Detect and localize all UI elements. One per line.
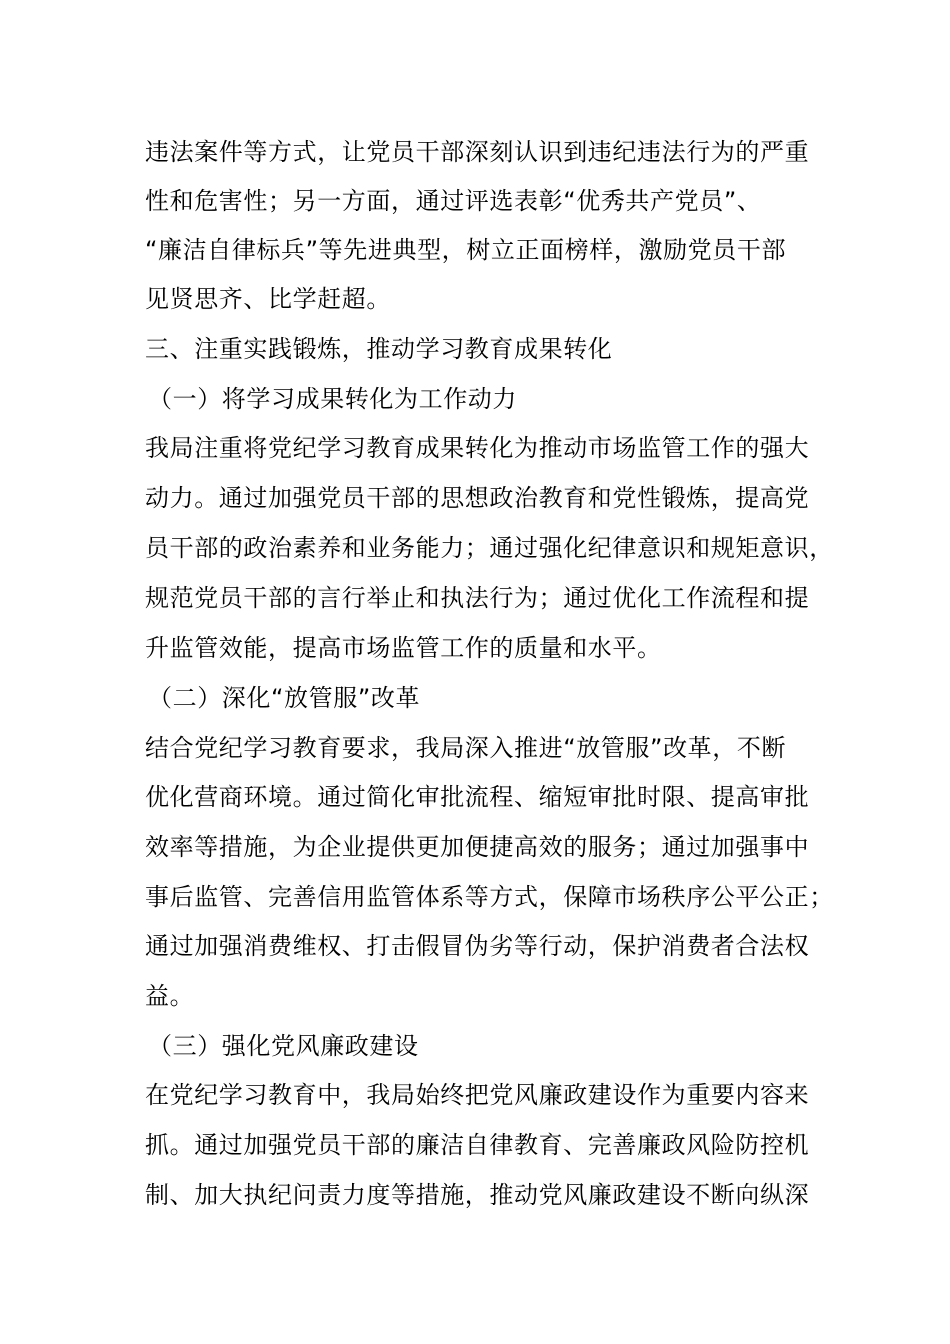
body-text-line: 效率等措施，为企业提供更加便捷高效的服务；通过加强事中 <box>145 833 810 861</box>
body-text-line: 优化营商环境。通过简化审批流程、缩短审批时限、提高审批 <box>145 783 810 811</box>
body-text-line: 制、加大执纪问责力度等措施，推动党风廉政建设不断向纵深 <box>145 1181 810 1209</box>
body-text-line: 性和危害性；另一方面，通过评选表彰“优秀共产党员”、 <box>145 187 762 215</box>
subsection-heading: （三）强化党风廉政建设 <box>148 1032 419 1060</box>
section-heading: 三、注重实践锻炼，推动学习教育成果转化 <box>145 335 613 363</box>
body-text-line: 违法案件等方式，让党员干部深刻认识到违纪违法行为的严重 <box>145 138 810 166</box>
body-text-line: 益。 <box>145 982 195 1010</box>
body-text-line: 我局注重将党纪学习教育成果转化为推动市场监管工作的强大 <box>145 434 810 462</box>
body-text-line: 升监管效能，提高市场监管工作的质量和水平。 <box>145 634 662 662</box>
body-text-line: 员干部的政治素养和业务能力；通过强化纪律意识和规矩意识， <box>145 534 834 562</box>
body-text-line: “廉洁自律标兵”等先进典型，树立正面榜样，激励党员干部 <box>145 236 787 264</box>
body-text-line: 事后监管、完善信用监管体系等方式，保障市场秩序公平公正； <box>145 883 834 911</box>
body-text-line: 结合党纪学习教育要求，我局深入推进“放管服”改革，不断 <box>145 734 787 762</box>
subsection-heading: （一）将学习成果转化为工作动力 <box>148 385 517 413</box>
body-text-line: 通过加强消费维权、打击假冒伪劣等行动，保护消费者合法权 <box>145 932 810 960</box>
body-text-line: 动力。通过加强党员干部的思想政治教育和党性锻炼，提高党 <box>145 484 810 512</box>
body-text-line: 在党纪学习教育中，我局始终把党风廉政建设作为重要内容来 <box>145 1081 810 1109</box>
body-text-line: 见贤思齐、比学赶超。 <box>145 285 391 313</box>
body-text-line: 规范党员干部的言行举止和执法行为；通过优化工作流程和提 <box>145 584 810 612</box>
subsection-heading: （二）深化“放管服”改革 <box>148 684 421 712</box>
body-text-line: 抓。通过加强党员干部的廉洁自律教育、完善廉政风险防控机 <box>145 1131 810 1159</box>
